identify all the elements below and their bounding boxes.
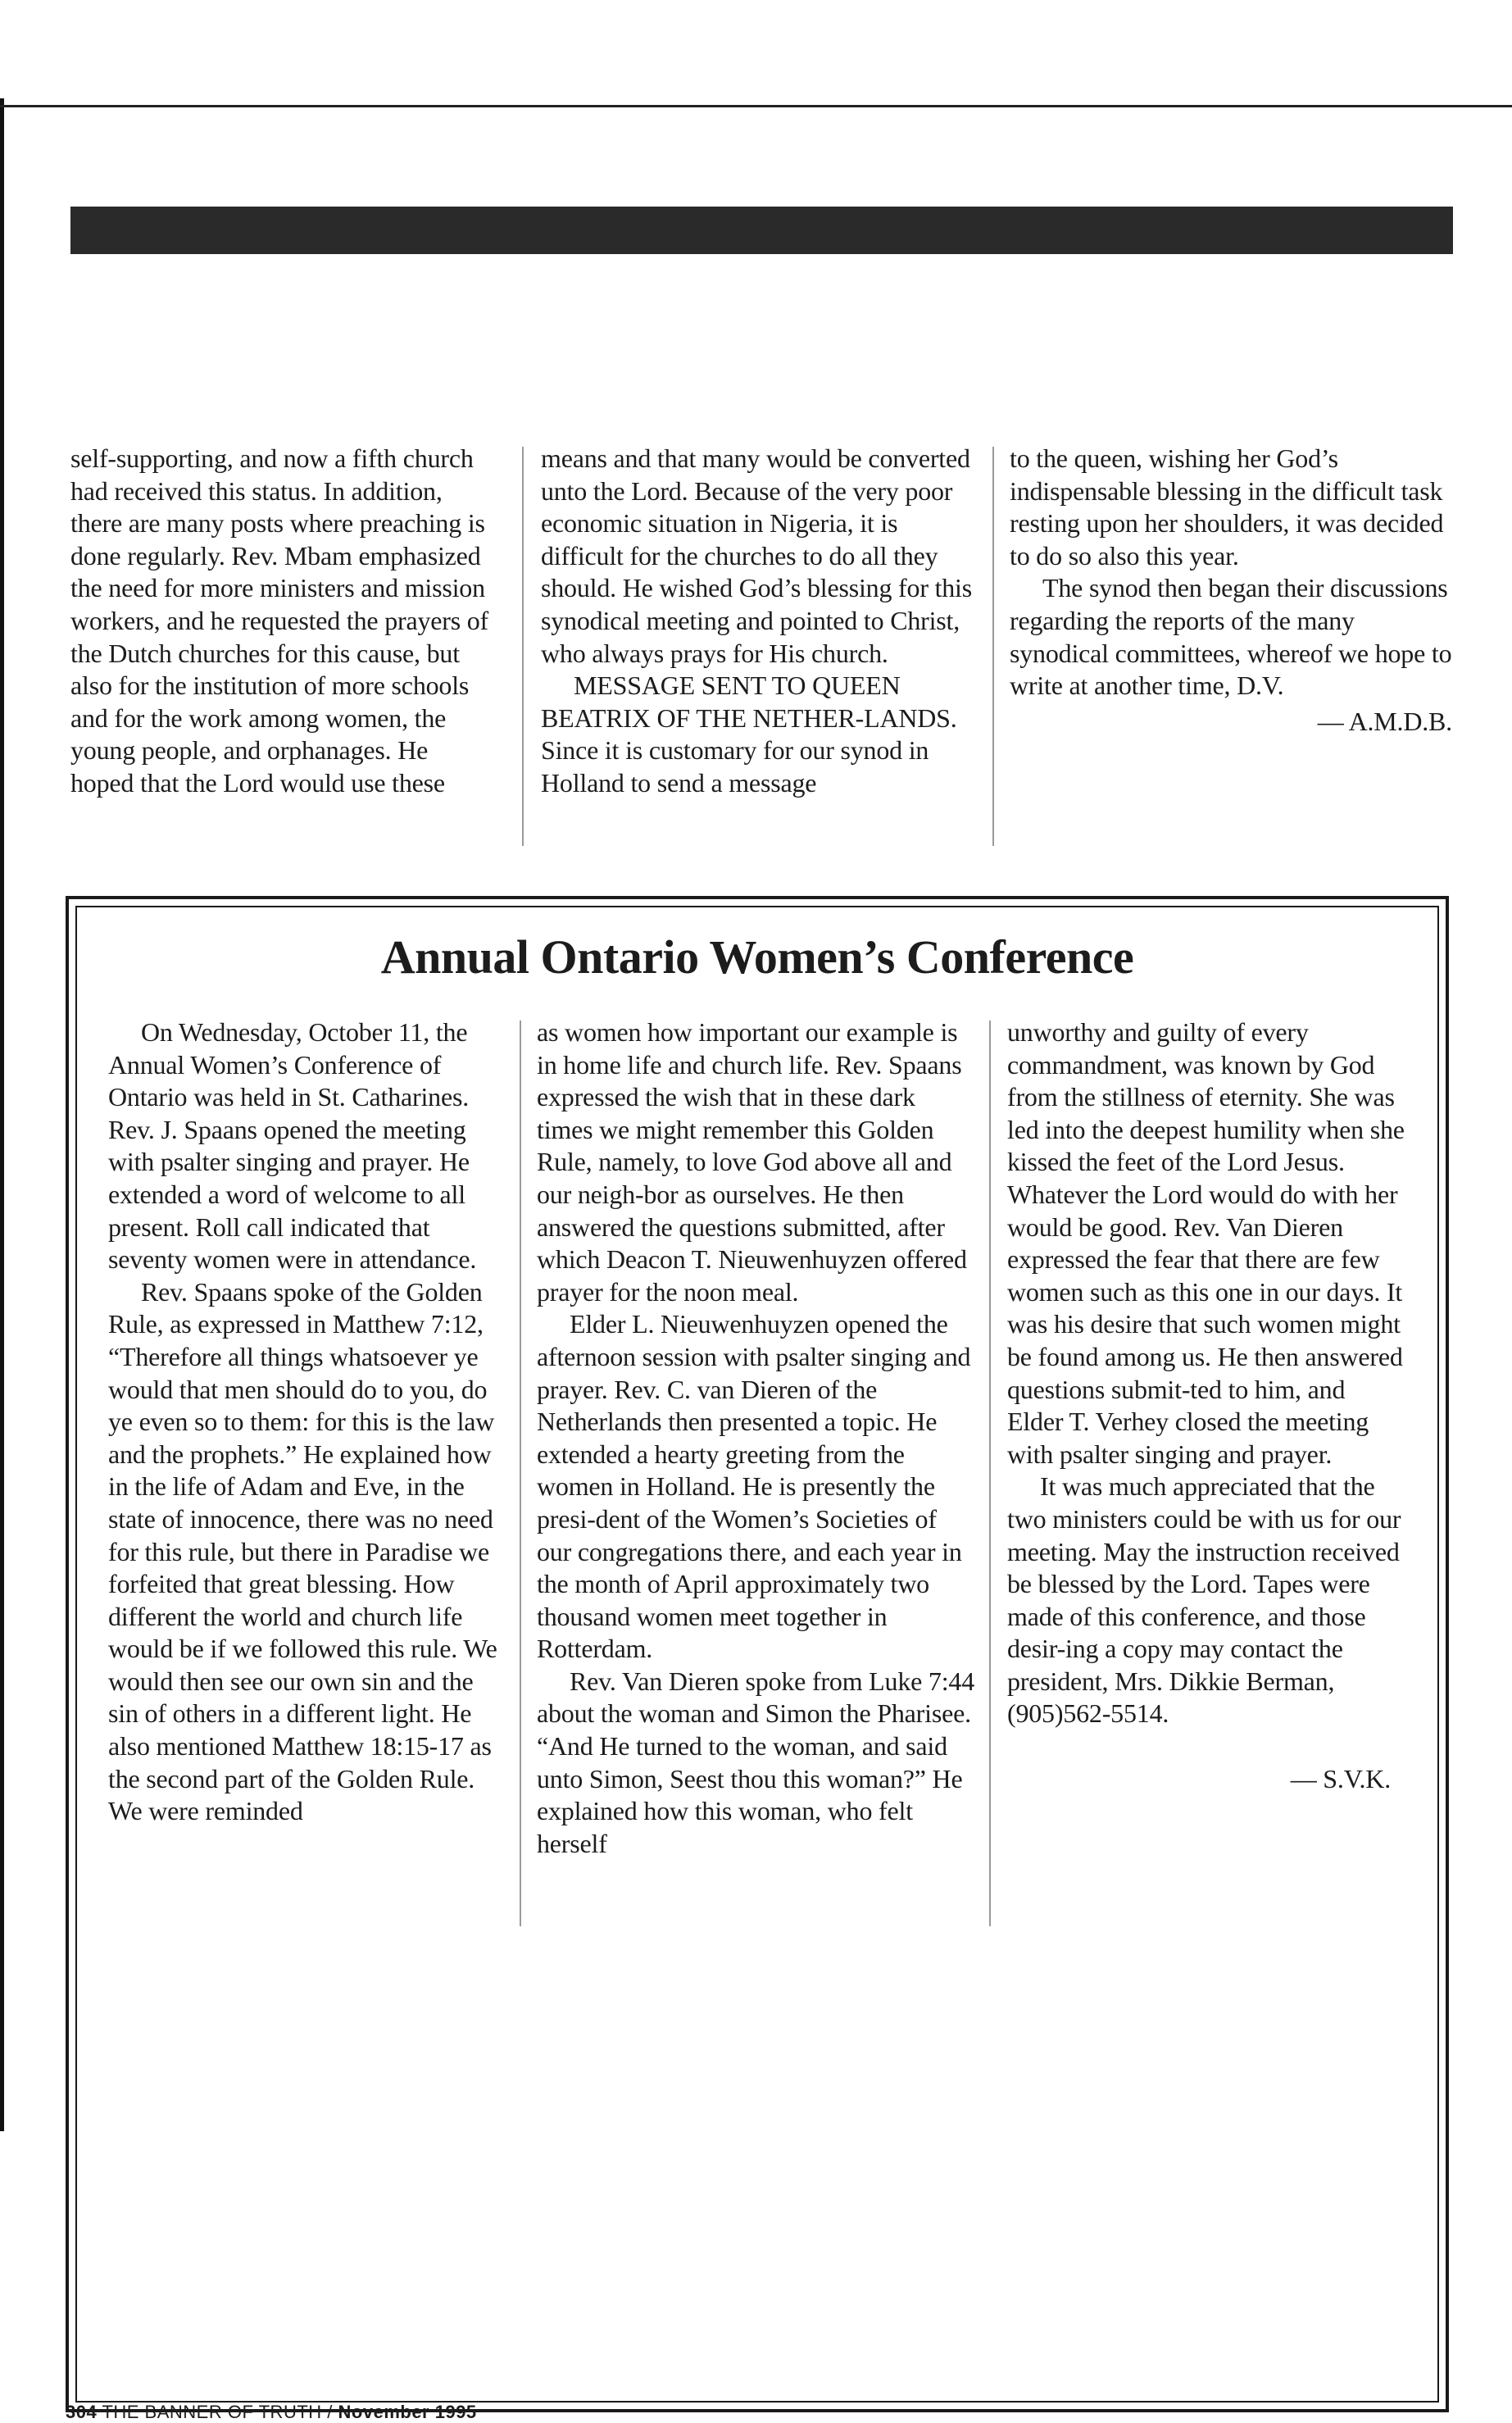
conference-title: Annual Ontario Women’s Conference bbox=[380, 930, 1134, 984]
column-divider bbox=[989, 1021, 991, 1926]
conference-column-1 bbox=[108, 1016, 506, 1828]
conference-paragraph: Rev. Spaans spoke of the Golden Rule, as expressed in Matthew 7:12, “Therefore all things whatsoever ye would that men should do to you, do ye even so to them: for this is the law and the prophets.” He explained how in the life of Adam and Eve, in the state of innocence, there was no need for this rule, but there in Paradise we forfeited that great blessing. How different the world and church life would be if we followed this rule. We would then see our own sin and the sin of others in a different light. He also mentioned Matthew 18:15-17 as the second part of the Golden Rule. We were reminded bbox=[108, 1276, 497, 1826]
page-number: 304 bbox=[66, 2402, 98, 2422]
article-paragraph: self-supporting, and now a fifth church had received this status. In addition, there are many posts where preaching is done regularly. Rev. Mbam emphasized the need for more ministers and mission workers, and he requested the prayers of the Dutch churches for this cause, but also for the institution of more schools and for the work among women, the young people, and orphanages. He hoped that the Lord would use these bbox=[70, 443, 489, 798]
conference-column-3 bbox=[1007, 1016, 1407, 1796]
column-divider bbox=[520, 1021, 521, 1926]
conference-paragraph: On Wednesday, October 11, the Annual Women’s Conference of Ontario was held in St. Catharines. Rev. J. Spaans opened the meeting with psalter singing and prayer. He extended a word of welcome to all present. Roll call indicated that seventy women were in attendance. bbox=[108, 1017, 477, 1275]
header-band bbox=[70, 207, 1453, 254]
article-column-2 bbox=[541, 443, 979, 800]
conference-paragraph: It was much appreciated that the two ministers could be with us for our meeting. May the instruction received be blessed by the Lord. Tapes were made of this conference, and those desir-ing a copy may contact the president, Mrs. Dikkie Berman, (905)562-5514. bbox=[1007, 1471, 1401, 1729]
column-divider bbox=[522, 447, 524, 846]
conference-paragraph: as women how important our example is in home life and church life. Rev. Spaans expressed the wish that in these dark times we might remember this Golden Rule, namely, to love God above all and our neigh-bor as ourselves. He then answered the questions submitted, after which Deacon T. Nieuwenhuyzen offered prayer for the noon meal. bbox=[537, 1017, 967, 1307]
article-paragraph: MESSAGE SENT TO QUEEN BEATRIX OF THE NETHER-LANDS. Since it is customary for our synod in Holland to send a message bbox=[541, 671, 957, 798]
conference-paragraph: unworthy and guilty of every commandment, was known by God from the stillness of eternity. She was led into the deepest humility when she kissed the feet of the Lord Jesus. Whatever the Lord would do with her would be good. Rev. Van Dieren expressed the fear that there are few women such as this one in our days. It was his desire that such women might be found among us. He then answered questions submit-ted to him, and Elder T. Verhey closed the meeting with psalter singing and prayer. bbox=[1007, 1017, 1405, 1469]
article-signature: — A.M.D.B. bbox=[1317, 706, 1452, 736]
publication-name: THE BANNER OF TRUTH / bbox=[102, 2402, 333, 2422]
page-footer bbox=[66, 2402, 477, 2423]
article-column-1 bbox=[70, 443, 497, 800]
article-paragraph: to the queen, wishing her God’s indispensable blessing in the difficult task resting upon her shoulders, it was decided to do so also this year. bbox=[1010, 443, 1444, 571]
article-column-3 bbox=[1010, 443, 1452, 738]
article-paragraph: The synod then began their discussions regarding the reports of the many synodical committees, whereof we hope to write at another time, D.V. bbox=[1010, 573, 1452, 701]
issue-date: November 1995 bbox=[338, 2402, 477, 2422]
page-edge-shadow bbox=[0, 98, 4, 2131]
conference-paragraph: Elder L. Nieuwenhuyzen opened the afternoon session with psalter singing and prayer. Rev. C. van Dieren of the Netherlands then presented a topic. He extended a hearty greeting from the women in Holland. He is presently the presi-dent of the Women’s Societies of our congregations there, and each year in the month of April approximately two thousand women meet together in Rotterdam. bbox=[537, 1309, 971, 1664]
conference-paragraph: Rev. Van Dieren spoke from Luke 7:44 about the woman and Simon the Pharisee. “And He turned to the woman, and said unto Simon, Seest thou this woman?” He explained how this woman, who felt herself bbox=[537, 1666, 975, 1858]
column-divider bbox=[992, 447, 994, 846]
top-rule bbox=[0, 105, 1512, 107]
article-paragraph: means and that many would be converted unto the Lord. Because of the very poor economic situation in Nigeria, it is difficult for the churches to do all they should. He wished God’s blessing for this synodical meeting and pointed to Christ, who always prays for His church. bbox=[541, 443, 973, 668]
conference-signature: — S.V.K. bbox=[1290, 1764, 1391, 1794]
conference-column-2 bbox=[537, 1016, 977, 1860]
